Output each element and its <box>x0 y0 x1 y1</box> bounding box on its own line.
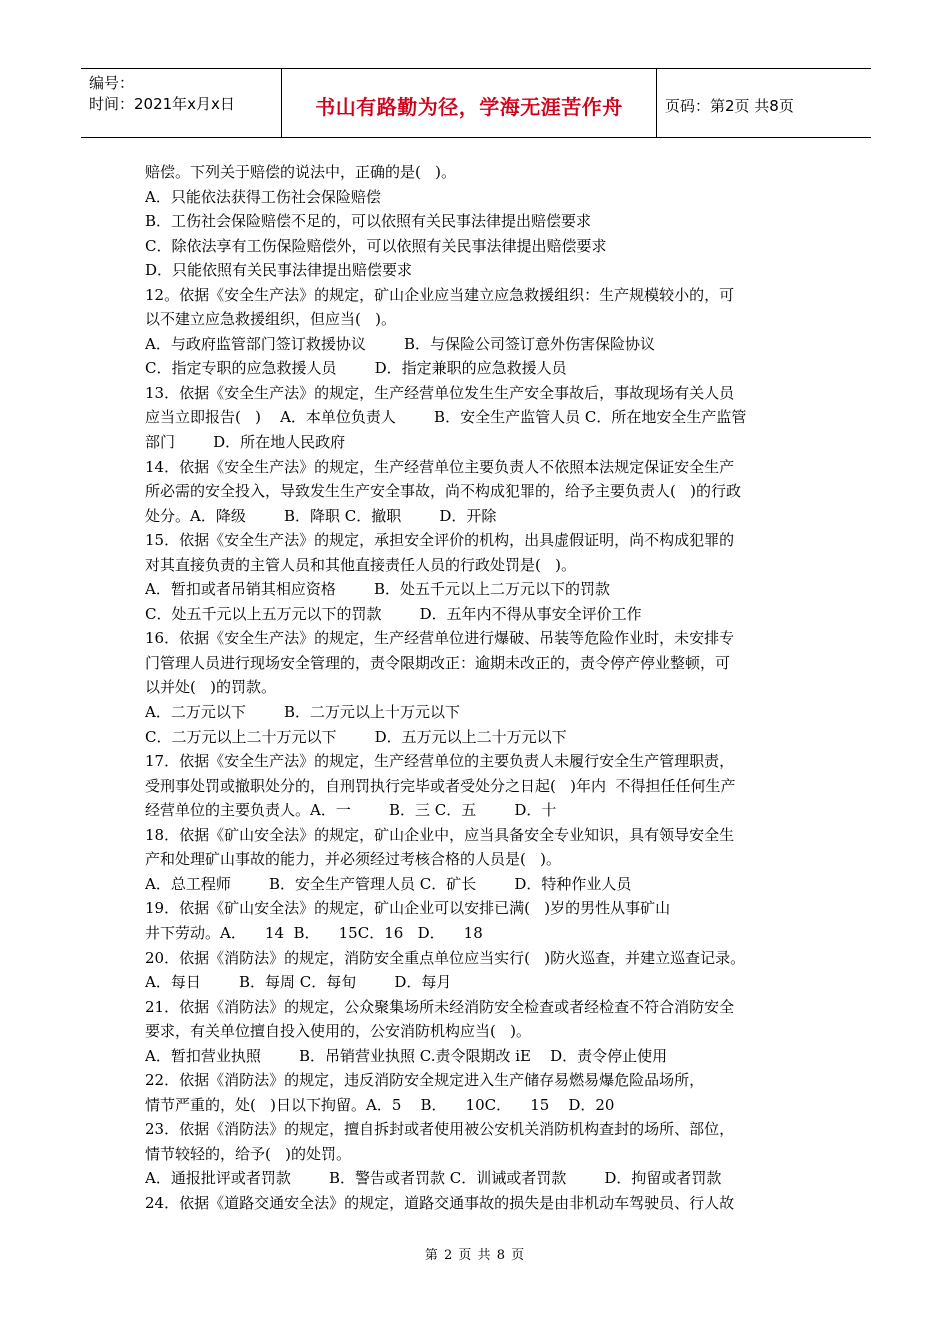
document-body <box>145 160 810 1216</box>
text-line: 以不建立应急救援组织，但应当( )。 <box>145 310 397 329</box>
text-line: A．每日 B．每周 C．每旬 D．每月 <box>145 973 452 992</box>
text-line: 19．依据《矿山安全法》的规定，矿山企业可以安排已满( )岁的男性从事矿山 <box>145 899 671 918</box>
text-line: A．二万元以下 B．二万元以上十万元以下 <box>145 703 461 722</box>
text-line: 24．依据《道路交通安全法》的规定，道路交通事故的损失是由非机动车驾驶员、行人故 <box>145 1193 735 1212</box>
text-line: 15．依据《安全生产法》的规定，承担安全评价的机构，出具虚假证明，尚不构成犯罪的 <box>145 531 735 550</box>
text-line: A．暂扣或者吊销其相应资格 B．处五千元以上二万元以下的罚款 <box>145 580 611 599</box>
document-time-label: 时间：2021年x月x日 <box>89 95 235 113</box>
text-line: 处分。A．降级 B．降职 C．撤职 D．开除 <box>145 506 497 525</box>
text-line: A．只能依法获得工伤社会保险赔偿 <box>145 187 381 206</box>
text-line: 产和处理矿山事故的能力，并必须经过考核合格的人员是( )。 <box>145 850 562 869</box>
text-line: 门管理人员进行现场安全管理的，责令限期改正：逾期未改正的，责令停产停业整顿，可 <box>145 653 731 672</box>
text-line: D．只能依照有关民事法律提出赔偿要求 <box>145 261 413 280</box>
text-line: 情节严重的，处( )日以下拘留。A．5 B． 10C． 15 D．20 <box>145 1095 615 1114</box>
text-line: 13．依据《安全生产法》的规定，生产经营单位发生生产安全事故后，事故现场有关人员 <box>145 383 735 402</box>
text-line: A．暂扣营业执照 B．吊销营业执照 C.责令限期改 iE D．责令停止使用 <box>145 1046 668 1065</box>
text-line: 应当立即报告( ) A．本单位负责人 B．安全生产监管人员 C．所在地安全生产监管 <box>145 408 747 427</box>
text-line: 赔偿。下列关于赔偿的说法中，正确的是( )。 <box>145 163 457 181</box>
text-line: 对其直接负责的主管人员和其他直接责任人员的行政处罚是( )。 <box>145 555 577 574</box>
text-line: 14．依据《安全生产法》的规定，生产经营单位主要负责人不依照本法规定保证安全生产 <box>145 457 735 476</box>
text-line: 所必需的安全投入，导致发生生产安全事故，尚不构成犯罪的，给予主要负责人( )的行政 <box>145 482 742 501</box>
text-line: 井下劳动。A． 14 B． 15C．16 D． 18 <box>145 923 483 942</box>
text-line: 要求，有关单位擅自投入使用的，公安消防机构应当( )。 <box>145 1022 532 1041</box>
text-line: B．工伤社会保险赔偿不足的，可以依照有关民事法律提出赔偿要求 <box>145 212 592 231</box>
text-line: 17．依据《安全生产法》的规定，生产经营单位的主要负责人未履行安全生产管理职责， <box>145 752 735 771</box>
text-line: 12。依据《安全生产法》的规定，矿山企业应当建立应急救援组织：生产规模较小的，可 <box>145 285 735 304</box>
text-line: C．处五千元以上五万元以下的罚款 D．五年内不得从事安全评价工作 <box>145 604 642 623</box>
text-line: 18．依据《矿山安全法》的规定，矿山企业中，应当具备安全专业知识，具有领导安全生 <box>145 825 735 844</box>
page-footer: 第 2 页 共 8 页 <box>424 1248 526 1263</box>
text-line: 20．依据《消防法》的规定，消防安全重点单位应当实行( )防火巡查，并建立巡查记录。 <box>145 948 746 967</box>
header-meta-cell <box>81 69 282 137</box>
text-line: 23．依据《消防法》的规定，擅自拆封或者使用被公安机关消防机构查封的场所、部位， <box>145 1120 735 1139</box>
text-line: A．通报批评或者罚款 B．警告或者罚款 C．训诫或者罚款 D．拘留或者罚款 <box>145 1169 722 1188</box>
text-line: 21．依据《消防法》的规定，公众聚集场所未经消防安全检查或者经检查不符合消防安全 <box>145 997 735 1016</box>
text-line: 部门 D．所在地人民政府 <box>145 433 346 452</box>
text-line: A．与政府监管部门签订救援协议 B．与保险公司签订意外伤害保险协议 <box>145 334 656 353</box>
text-line: 受刑事处罚或撤职处分的，自刑罚执行完毕或者受处分之日起( )年内 不得担任任何生产 <box>145 776 736 795</box>
document-number-label: 编号： <box>89 74 135 92</box>
text-line: C．二万元以上二十万元以下 D．五万元以上二十万元以下 <box>145 727 567 746</box>
text-line: 16．依据《安全生产法》的规定，生产经营单位进行爆破、吊装等危险作业时，未安排专 <box>145 629 735 648</box>
text-line: 情节较轻的，给予( )的处罚。 <box>145 1144 352 1163</box>
text-line: 经营单位的主要负责人。A．一 B．三 C．五 D．十 <box>145 801 557 820</box>
text-line: C．指定专职的应急救援人员 D．指定兼职的应急救援人员 <box>145 359 567 378</box>
text-line: 以并处( )的罚款。 <box>145 678 277 697</box>
header-page-number: 页码：第2页 共8页 <box>665 96 794 115</box>
header-motto-cell <box>282 69 657 137</box>
text-line: C．除依法享有工伤保险赔偿外，可以依照有关民事法律提出赔偿要求 <box>145 236 607 255</box>
header-page-cell <box>657 69 871 137</box>
header-motto: 书山有路勤为径，学海无涯苦作舟 <box>315 94 623 119</box>
text-line: A．总工程师 B．安全生产管理人员 C．矿长 D．特种作业人员 <box>145 874 632 893</box>
page-header <box>81 68 871 138</box>
text-line: 22．依据《消防法》的规定，违反消防安全规定进入生产储存易燃易爆危险品场所， <box>145 1071 705 1090</box>
